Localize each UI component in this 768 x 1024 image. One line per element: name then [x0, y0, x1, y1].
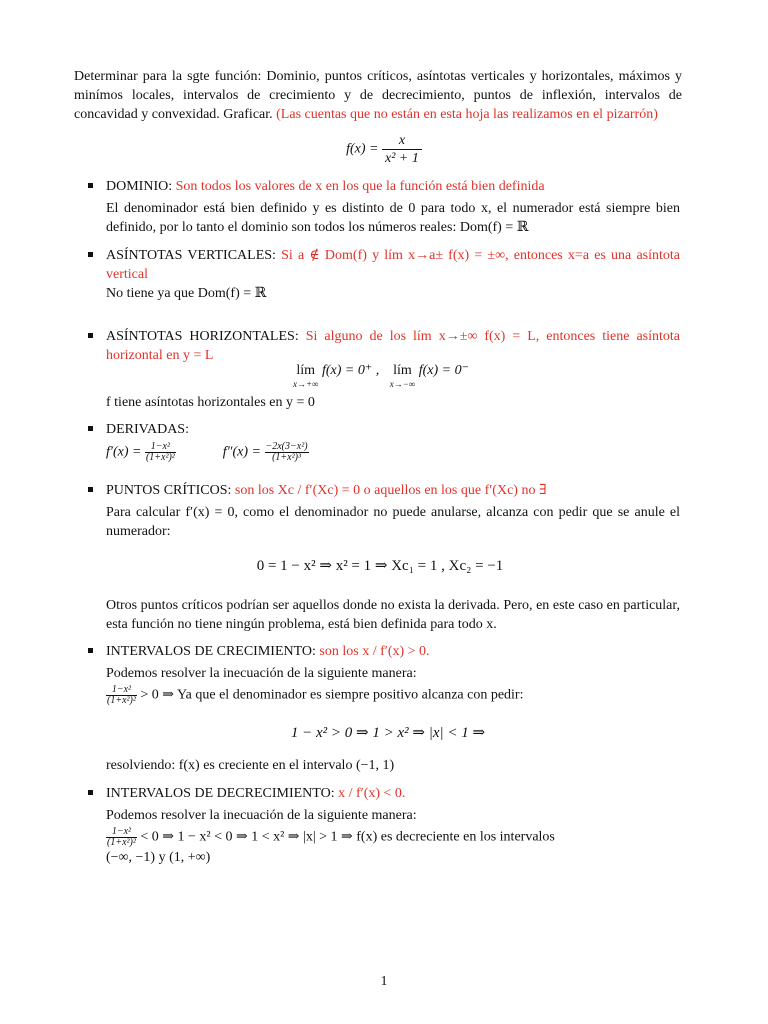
- asint-hor-limits: [0, 361, 765, 389]
- fraction-numerator: −2x(3−x²): [265, 441, 308, 452]
- limit-plus-infinity: [293, 361, 318, 389]
- crecimiento-result: resolviendo: f(x) es creciente en el intervalo (−1, 1): [106, 758, 395, 773]
- fraction-numerator: 1−x²: [111, 684, 132, 695]
- asint-vert-title: ASÍNTOTAS VERTICALES:: [106, 248, 276, 263]
- inequality-intervals: (−∞, −1) y (1, +∞): [106, 850, 211, 865]
- bullet-icon: [88, 648, 93, 653]
- crecimiento-heading: [106, 642, 680, 661]
- derivadas-formulas: [106, 442, 680, 463]
- dominio-heading: [106, 177, 680, 196]
- dominio-body: El denominador está bien definido y es distinto de 0 para todo x, el numerador está siempre bien definido, por lo tanto el dominio son todos los números reales: Dom(f) = ℝ: [106, 201, 680, 235]
- second-derivative-lhs: f″(x) =: [222, 444, 261, 460]
- inequality-rest: > 0 ⇒ Ya que el denominador es siempre positivo alcanza con pedir:: [140, 687, 524, 703]
- inequality-fraction: [106, 827, 137, 848]
- criticos-heading: [106, 481, 680, 500]
- criticos-title: PUNTOS CRÍTICOS:: [106, 483, 232, 498]
- crecimiento-body: Podemos resolver la inecuación de la siguiente manera:: [106, 666, 417, 681]
- decrecimiento-title: INTERVALOS DE DECRECIMIENTO:: [106, 786, 335, 801]
- inequality-fraction: [106, 685, 137, 706]
- asint-vert-heading: [106, 246, 680, 284]
- bullet-icon: [88, 790, 93, 795]
- intro-paragraph: [74, 67, 682, 124]
- criticos-body: Para calcular f′(x) = 0, como el denominador no puede anularse, alcanza con pedir que se anule el numerador:: [106, 505, 680, 539]
- crecimiento-definition: son los x / f′(x) > 0.: [319, 644, 430, 659]
- bullet-icon: [88, 426, 93, 431]
- page-number: 1: [380, 974, 388, 989]
- function-lhs: f(x) =: [346, 141, 379, 157]
- lim-word: lím: [393, 363, 412, 378]
- first-derivative-lhs: f′(x) =: [106, 444, 142, 460]
- intro-note: (Las cuentas que no están en esta hoja las realizamos en el pizarrón): [276, 107, 658, 122]
- fraction-denominator: (1+x²)³: [265, 452, 309, 463]
- fraction-numerator: 1−x²: [111, 826, 132, 837]
- decrecimiento-inequality: [106, 827, 680, 867]
- asint-vert-definition: Si a ∉ Dom(f) y lím x→a± f(x) = ±∞, entonces x=a es una asíntota vertical: [106, 248, 680, 282]
- asint-hor-title: ASÍNTOTAS HORIZONTALES:: [106, 329, 299, 344]
- function-definition: [0, 132, 768, 167]
- asint-hor-definition: Si alguno de los lím x→±∞ f(x) = L, entonces tiene asíntota horizontal en y = L: [106, 329, 680, 363]
- dominio-title: DOMINIO:: [106, 179, 173, 194]
- fraction-denominator: (1+x²)²: [107, 695, 136, 706]
- lim-subscript: x→−∞: [389, 379, 416, 389]
- criticos-equation: 0 = 1 − x² ⇒ x² = 1 ⇒ Xc₁ = 1 , Xc₂ = −1: [256, 558, 504, 574]
- asint-hor-heading: [106, 327, 680, 365]
- asint-hor-body: f tiene asíntotas horizontales en y = 0: [106, 395, 315, 410]
- limit-minus-expression: f(x) = 0⁻: [418, 363, 469, 378]
- decrecimiento-body: Podemos resolver la inecuación de la siguiente manera:: [106, 808, 417, 823]
- crecimiento-title: INTERVALOS DE CRECIMIENTO:: [106, 644, 316, 659]
- limit-minus-infinity: [390, 361, 415, 389]
- first-derivative-fraction: [145, 442, 176, 463]
- bullet-icon: [88, 333, 93, 338]
- function-fraction: [382, 132, 422, 167]
- criticos-body2: Otros puntos críticos podrían ser aquellos donde no exista la derivada. Pero, en este caso en particular, esta función no tiene ningún problema, está bien definida para todo x.: [106, 598, 680, 632]
- limit-plus-expression: f(x) = 0⁺ ,: [321, 363, 380, 378]
- decrecimiento-heading: [106, 784, 680, 803]
- lim-word: lím: [296, 363, 316, 378]
- criticos-definition: son los Xc / f′(Xc) = 0 o aquellos en los que f′(Xc) no ∃: [234, 483, 547, 498]
- intro-text: Determinar para la sgte función: Dominio, puntos críticos, asíntotas verticales y horizontales, máximos y minímos locales, intervalos de crecimiento y de decrecimiento, puntos de inflexión, intervalos de concavidad y convexidad. Graficar.: [74, 69, 682, 122]
- inequality-rest: < 0 ⇒ 1 − x² < 0 ⇒ 1 < x² ⇒ |x| > 1 ⇒ f(x) es decreciente en los intervalos: [140, 829, 555, 845]
- decrecimiento-definition: x / f′(x) < 0.: [338, 786, 406, 801]
- dominio-definition: Son todos los valores de x en los que la función está bien definida: [175, 179, 545, 194]
- function-numerator: x: [398, 133, 406, 148]
- crecimiento-equation: 1 − x² > 0 ⇒ 1 > x² ⇒ |x| < 1 ⇒: [290, 725, 486, 741]
- function-denominator: x² + 1: [382, 149, 422, 167]
- derivadas-title: DERIVADAS:: [106, 422, 189, 437]
- fraction-denominator: (1+x²)²: [107, 837, 136, 848]
- fraction-denominator: (1+x²)²: [145, 452, 175, 463]
- fraction-numerator: 1−x²: [150, 441, 170, 452]
- bullet-icon: [88, 487, 93, 492]
- bullet-icon: [88, 183, 93, 188]
- asint-vert-body: No tiene ya que Dom(f) = ℝ: [106, 286, 267, 301]
- bullet-icon: [88, 252, 93, 257]
- crecimiento-inequality: [106, 685, 680, 706]
- second-derivative-fraction: [265, 442, 309, 463]
- lim-subscript: x→+∞: [293, 379, 319, 389]
